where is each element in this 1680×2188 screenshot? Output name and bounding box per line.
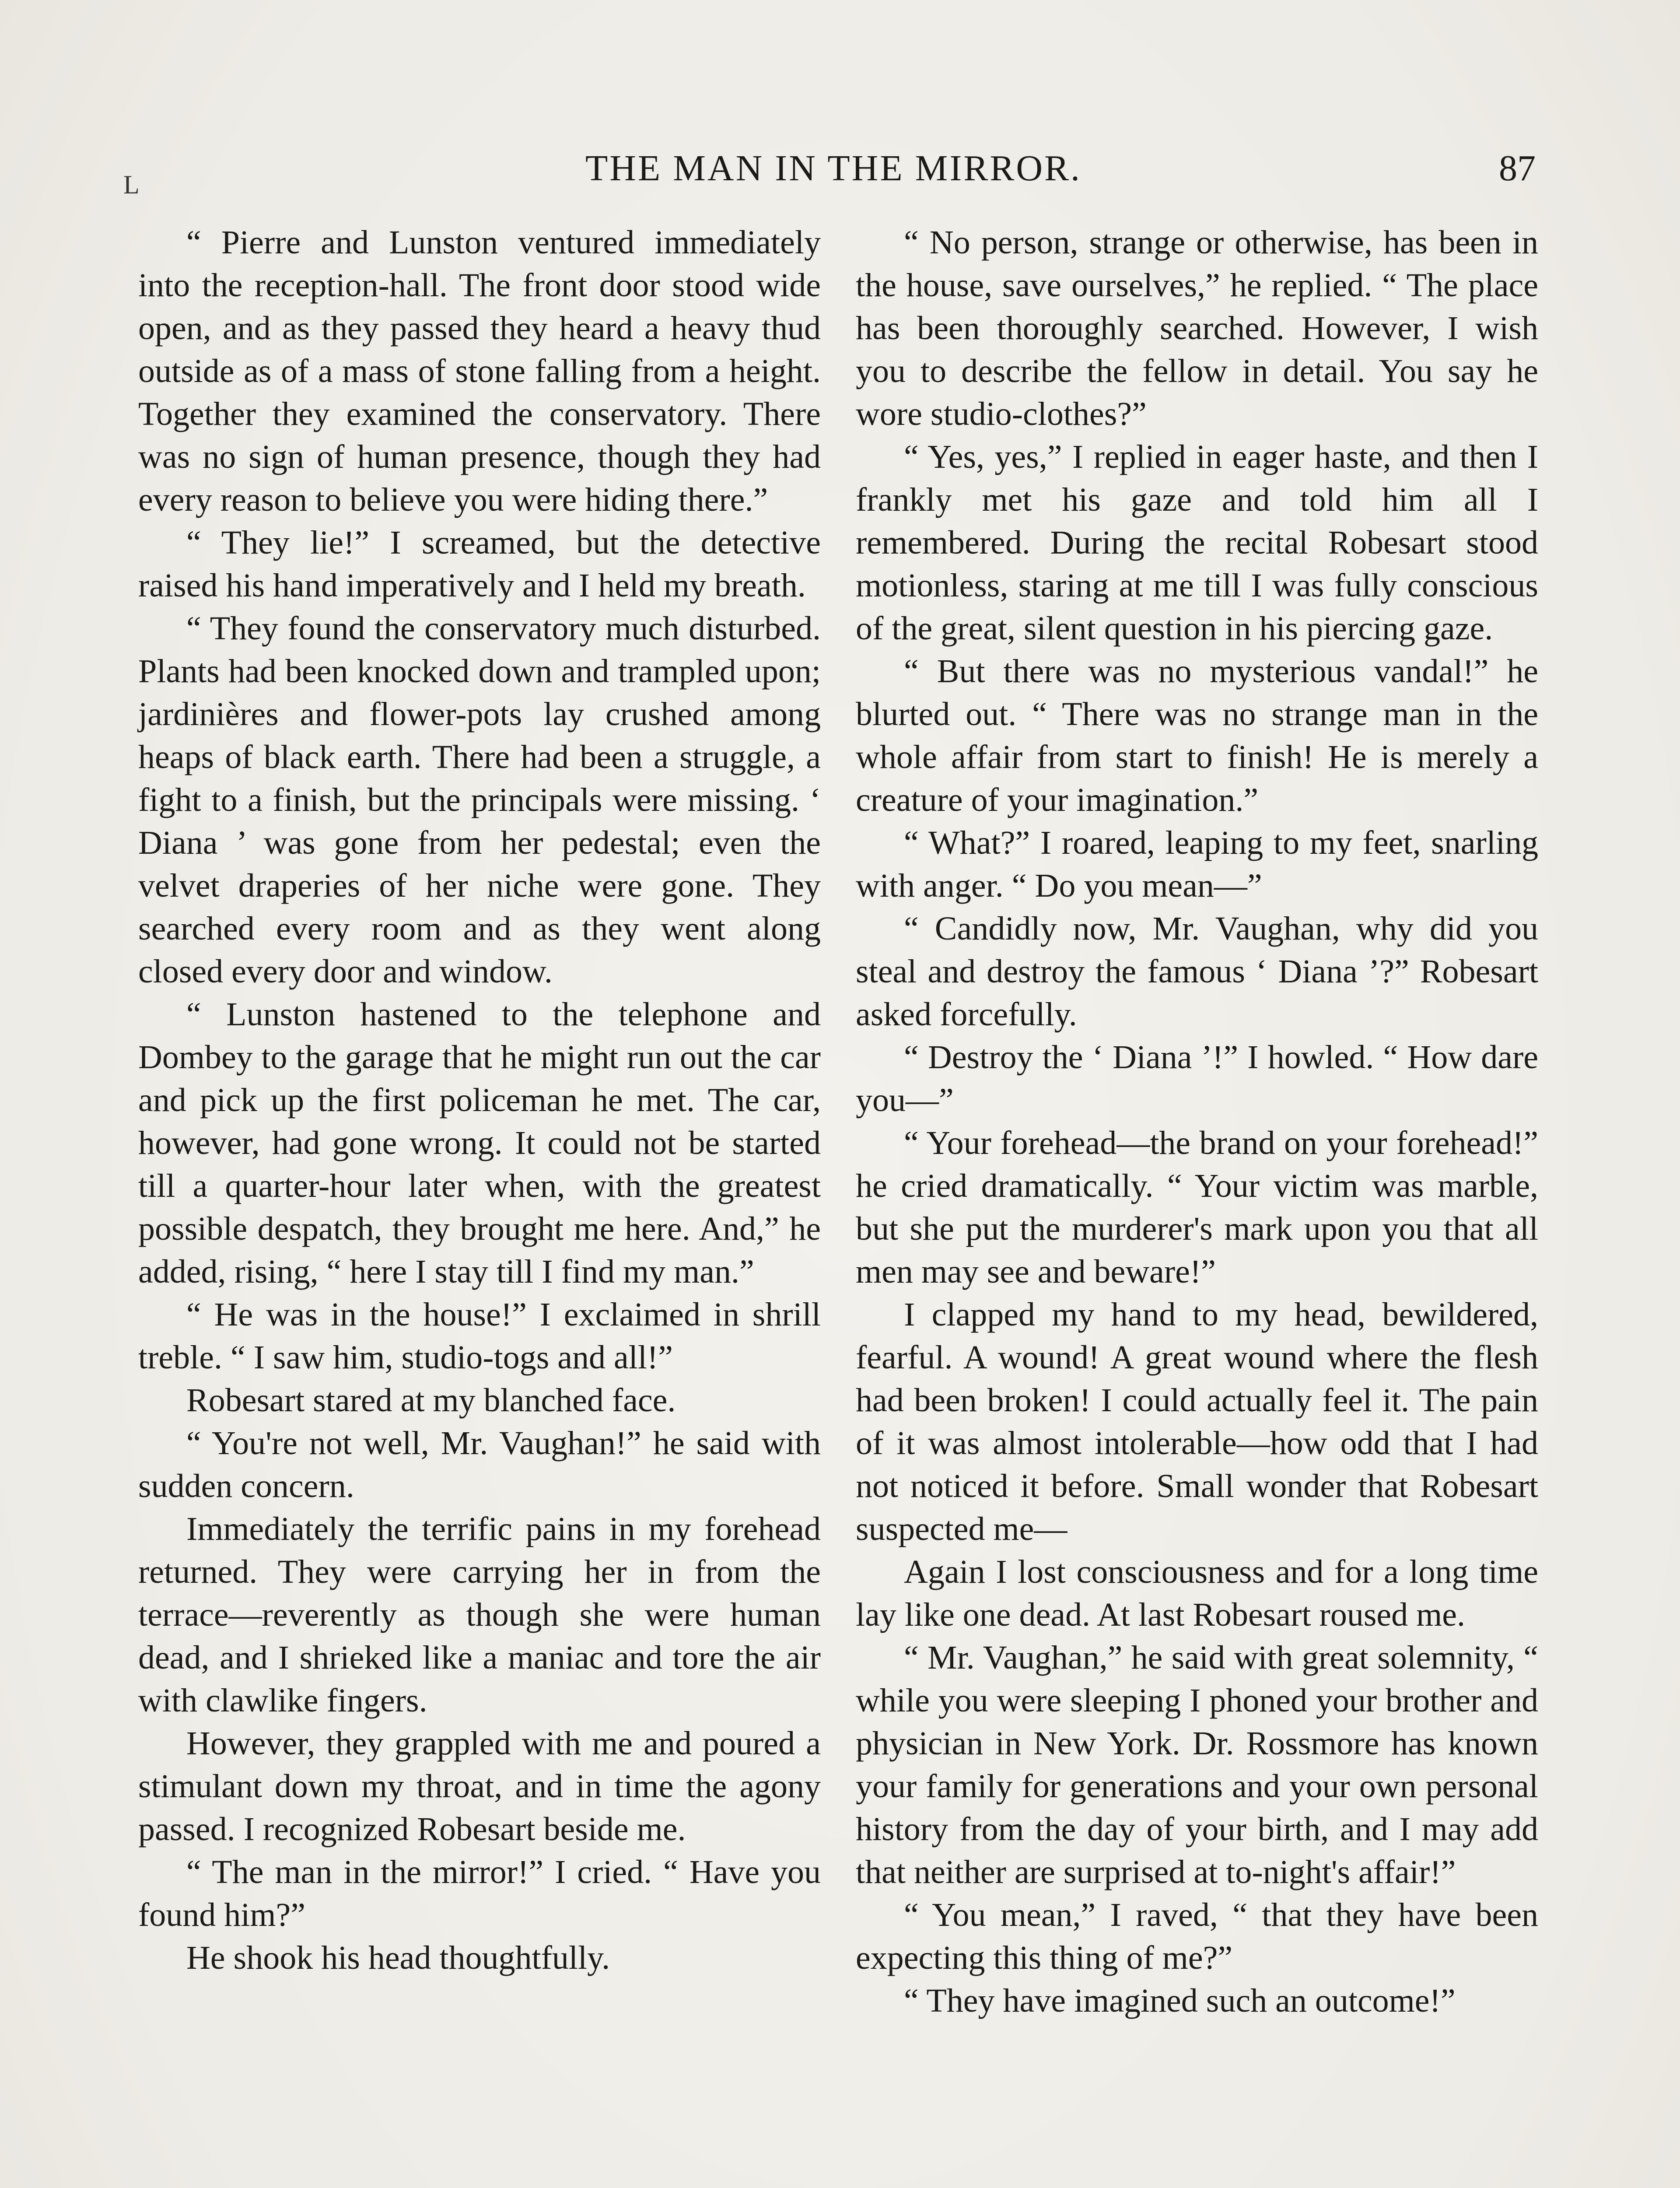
paragraph: “ Your forehead—the brand on your forehead!” he cried dramatically. “ Your victim was marble, but she put the murderer's mark upon you that all men may see and beware!” xyxy=(856,1125,1538,1290)
page-number: 87 xyxy=(1499,148,1536,189)
running-header xyxy=(131,144,1536,197)
paragraph: Immediately the terrific pains in my forehead returned. They were carrying her in from the terrace—reverently as though she were human dead, and I shrieked like a maniac and tore the air with clawlike fingers. xyxy=(138,1511,821,1719)
paragraph: “ You're not well, Mr. Vaughan!” he said with sudden concern. xyxy=(138,1425,821,1504)
paragraph: “ Destroy the ‘ Diana ’!” I howled. “ How dare you—” xyxy=(856,1039,1538,1119)
paragraph: “ Candidly now, Mr. Vaughan, why did you steal and destroy the famous ‘ Diana ’?” Robesart asked forcefully. xyxy=(856,910,1538,1033)
left-text-column xyxy=(138,221,821,1979)
paragraph: “ No person, strange or otherwise, has been in the house, save ourselves,” he replied. “ The place has been thoroughly searched. However, I wish you to describe the fellow in detail. You say he wore studio-clothes?” xyxy=(856,224,1538,432)
paragraph: “ They found the conservatory much disturbed. Plants had been knocked down and trampled upon; jardinières and flower-pots lay crushed among heaps of black earth. There had been a struggle, a fight to a finish, but the principals were missing. ‘ Diana ’ was gone from her pedestal; even the velvet draperies of her niche were gone. They searched every room and as they went along closed every door and window. xyxy=(138,610,821,990)
paragraph: I clapped my hand to my head, bewildered, fearful. A wound! A great wound where the flesh had been broken! I could actually feel it. The pain of it was almost intolerable—how odd that I had not noticed it before. Small wonder that Robesart suspected me— xyxy=(856,1296,1538,1547)
paragraph: “ But there was no mysterious vandal!” he blurted out. “ There was no strange man in the whole affair from start to finish! He is merely a creature of your imagination.” xyxy=(856,653,1538,818)
paragraph: “ He was in the house!” I exclaimed in shrill treble. “ I saw him, studio-togs and all!” xyxy=(138,1296,821,1376)
paragraph: “ Mr. Vaughan,” he said with great solemnity, “ while you were sleeping I phoned your brother and physician in New York. Dr. Rossmore has known your family for generations and your own personal history from the day of your birth, and I may add that neither are surprised at to-night's affair!” xyxy=(856,1639,1538,1890)
paragraph: However, they grappled with me and poured a stimulant down my throat, and in time the agony passed. I recognized Robesart beside me. xyxy=(138,1725,821,1848)
paragraph: He shook his head thoughtfully. xyxy=(186,1939,610,1976)
paragraph: “ They have imagined such an outcome!” xyxy=(904,1982,1456,2019)
paragraph: “ What?” I roared, leaping to my feet, snarling with anger. “ Do you mean—” xyxy=(856,824,1538,904)
corner-mark: L xyxy=(123,170,140,199)
paragraph: “ You mean,” I raved, “ that they have been expecting this thing of me?” xyxy=(856,1897,1538,1976)
paragraph: “ Lunston hastened to the telephone and Dombey to the garage that he might run out the car and pick up the first policeman he met. The car, however, had gone wrong. It could not be started till a quarter-hour later when, with the greatest possible despatch, they brought me here. And,” he added, rising, “ here I stay till I find my man.” xyxy=(138,996,821,1290)
page-title: THE MAN IN THE MIRROR. xyxy=(585,148,1082,189)
right-text-column xyxy=(856,221,1538,2022)
paragraph: Robesart stared at my blanched face. xyxy=(186,1382,676,1419)
paragraph: “ They lie!” I screamed, but the detective raised his hand imperatively and I held my breath. xyxy=(138,524,821,604)
paragraph: Again I lost consciousness and for a long time lay like one dead. At last Robesart roused me. xyxy=(856,1553,1538,1633)
paragraph: “ Yes, yes,” I replied in eager haste, and then I frankly met his gaze and told him all I remembered. During the recital Robesart stood motionless, staring at me till I was fully conscious of the great, silent question in his piercing gaze. xyxy=(856,438,1538,647)
paragraph: “ The man in the mirror!” I cried. “ Have you found him?” xyxy=(138,1854,821,1933)
paragraph: “ Pierre and Lunston ventured immediately into the reception-hall. The front door stood wide open, and as they passed they heard a heavy thud outside as of a mass of stone falling from a height. Together they examined the conservatory. There was no sign of human presence, though they had every reason to believe you were hiding there.” xyxy=(138,224,821,518)
